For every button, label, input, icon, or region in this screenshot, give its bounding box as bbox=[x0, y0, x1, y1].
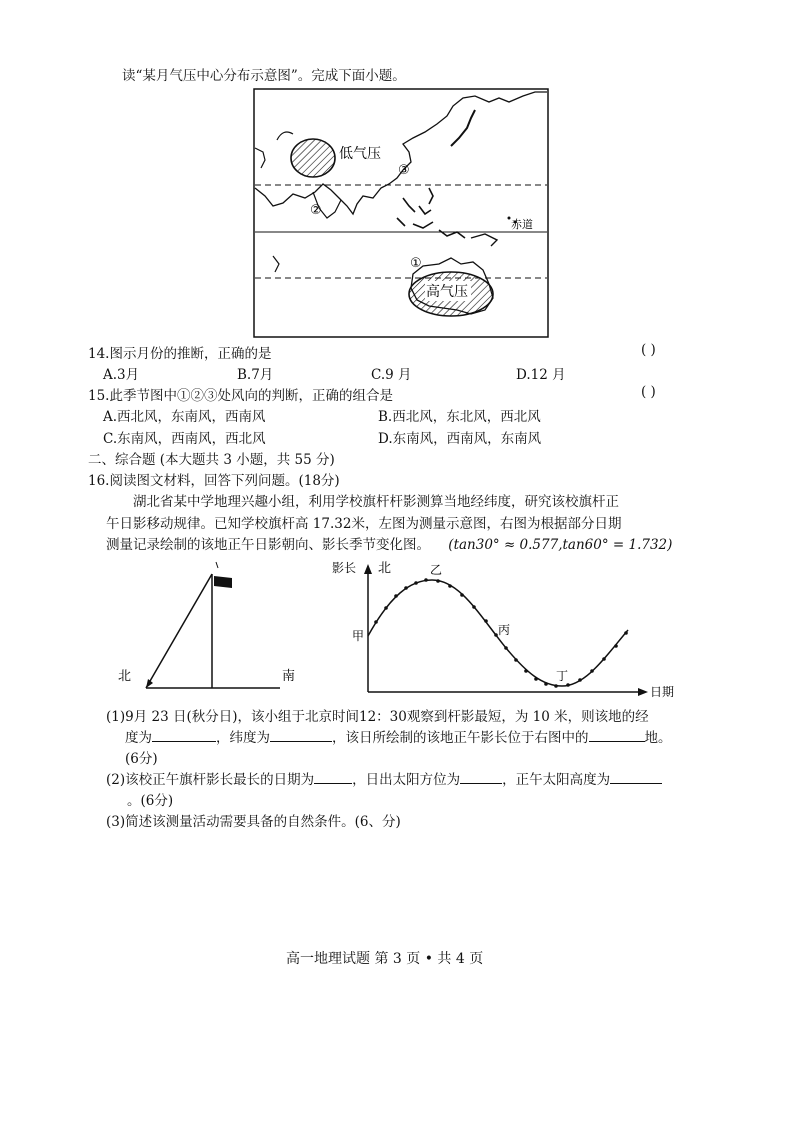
q15-option-a: A.西北风，东南风，西南风 bbox=[103, 409, 266, 425]
marker-2: ② bbox=[310, 203, 322, 218]
q16-stem: 16.阅读图文材料，回答下列问题。(18分) bbox=[88, 473, 340, 489]
left-fig-south-label: 南 bbox=[282, 669, 296, 684]
chart-position-blank[interactable] bbox=[589, 727, 645, 742]
q15-option-d: D.东南风，西南风，东南风 bbox=[378, 431, 542, 447]
label-jia: 甲 bbox=[352, 629, 365, 643]
q16-sub2-text-b: ，日出太阳方位为 bbox=[352, 772, 461, 788]
q16-sub1-text-a: 度为 bbox=[125, 730, 152, 746]
label-yi: 乙 bbox=[430, 563, 443, 577]
q16-sub2-line1 bbox=[106, 768, 662, 788]
q16-sub1-text-d: 地。 bbox=[644, 730, 672, 746]
q16-sub2-score: 。(6分) bbox=[127, 793, 174, 809]
longest-shadow-date-blank[interactable] bbox=[314, 769, 352, 784]
label-bing: 丙 bbox=[498, 623, 511, 637]
marker-1: ① bbox=[410, 256, 422, 271]
q16-sub1-score: (6分) bbox=[125, 751, 158, 767]
q15-answer-paren: ( ) bbox=[641, 384, 656, 400]
q16-formula: (tan30° ≈ 0.577,tan60° = 1.732) bbox=[448, 537, 673, 553]
q15-option-b: B.西北风，东北风，西北风 bbox=[378, 409, 541, 425]
equator-label: 赤道 bbox=[511, 218, 533, 231]
q14-answer-paren: ( ) bbox=[641, 342, 656, 358]
flag bbox=[214, 576, 232, 588]
marker-3: ③ bbox=[398, 163, 410, 178]
q15-stem: 15.此季节图中①②③处风向的判断，正确的组合是 bbox=[88, 388, 393, 404]
q16-sub2-text-a: (2)该校正午旗杆影长最长的日期为 bbox=[106, 772, 315, 788]
q14-option-c: C.9 月 bbox=[371, 367, 412, 383]
sunrise-direction-blank[interactable] bbox=[460, 769, 502, 784]
q16-sub1-text-b: ，纬度为 bbox=[216, 730, 270, 746]
q14-option-b: B.7月 bbox=[237, 367, 274, 383]
q14-option-a: A.3月 bbox=[103, 367, 140, 383]
pressure-map bbox=[253, 88, 549, 338]
q16-para-line3: 测量记录绘制的该地正午日影朝向、影长季节变化图。 bbox=[106, 537, 430, 553]
q16-sub1-text-c: ，该日所绘制的该地正午影长位于右图中的 bbox=[332, 730, 589, 746]
noon-sun-altitude-blank[interactable] bbox=[610, 769, 662, 784]
longitude-blank[interactable] bbox=[152, 727, 216, 742]
intro-text: 读“某月气压中心分布示意图”。完成下面小题。 bbox=[122, 68, 406, 84]
page-footer: 高一地理试题 第 3 页 • 共 4 页 bbox=[286, 951, 484, 967]
q16-sub3: (3)简述该测量活动需要具备的自然条件。(6、分) bbox=[106, 814, 401, 830]
q16-sub2-text-c: ，正午太阳高度为 bbox=[502, 772, 611, 788]
q16-para-line2: 午日影移动规律。已知学校旗杆高 17.32米，左图为测量示意图，右图为根据部分日期 bbox=[106, 516, 622, 532]
left-fig-north-label: 北 bbox=[118, 669, 132, 684]
low-pressure-area bbox=[291, 139, 335, 177]
label-ding: 丁 bbox=[556, 669, 569, 683]
q14-stem: 14.图示月份的推断，正确的是 bbox=[88, 346, 272, 362]
low-pressure-label: 低气压 bbox=[339, 146, 381, 162]
sun-ray bbox=[146, 574, 212, 688]
latitude-blank[interactable] bbox=[270, 727, 332, 742]
q14-option-d: D.12 月 bbox=[516, 367, 566, 383]
q15-option-c: C.东南风，西南风，西北风 bbox=[103, 431, 266, 447]
section-2-heading: 二、综合题 (本大题共 3 小题，共 55 分) bbox=[88, 452, 335, 468]
y-axis-label: 影长 bbox=[332, 561, 357, 575]
chart-north-label: 北 bbox=[378, 561, 392, 576]
q16-sub1-line2 bbox=[125, 726, 672, 746]
x-axis-label: 日期 bbox=[650, 685, 675, 698]
flagpole-diagram bbox=[112, 560, 302, 694]
q16-para-line3-row bbox=[106, 533, 672, 553]
q16-sub1-line1: (1)9月 23 日(秋分日)，该小组于北京时间12：30观察到杆影最短，为 10 米，则该地的经 bbox=[106, 709, 649, 725]
q16-para-line1: 湖北省某中学地理兴趣小组，利用学校旗杆杆影测算当地经纬度，研究该校旗杆正 bbox=[133, 494, 619, 510]
high-pressure-label: 高气压 bbox=[426, 284, 468, 300]
shadow-length-chart bbox=[330, 556, 680, 698]
